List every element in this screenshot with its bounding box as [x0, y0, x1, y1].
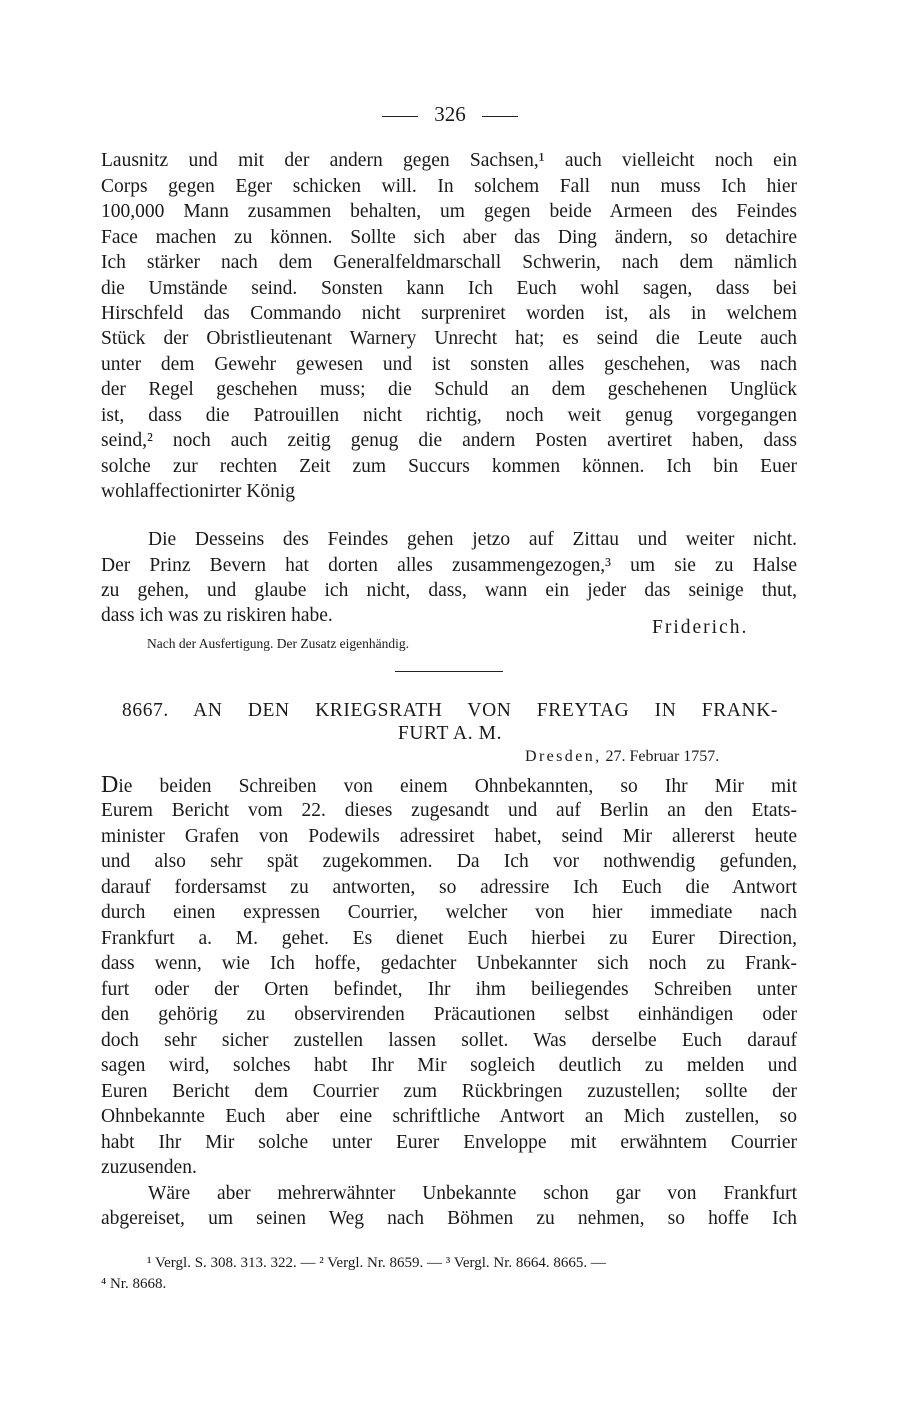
text-line: Ohnbekannte Euch aber eine schriftliche Antwort an Mich zustellen, so: [101, 1106, 797, 1127]
dateline-date: 27. Februar 1757.: [605, 748, 720, 765]
first-line-text: ie beiden Schreiben von einem Ohnbekannten, so Ihr Mir mit: [118, 776, 797, 797]
text-line: dass wenn, wie Ich hoffe, gedachter Unbekannter sich noch zu Frank-: [101, 953, 797, 974]
footnotes-line2: ⁴ Nr. 8668.: [101, 1276, 167, 1292]
document-heading-line2: FURT A. M.: [397, 723, 503, 744]
document-heading-line1: 8667. AN DEN KRIEGSRATH VON FREYTAG IN FRANK-: [122, 700, 778, 721]
text-line: Eurem Bericht vom 22. dieses zugesandt und auf Berlin an den Etats-: [101, 800, 797, 821]
text-line: den gehörig zu observirenden Präcautionen selbst einhändigen oder: [101, 1004, 797, 1025]
text-line: unter dem Gewehr gewesen und ist sonsten alles geschehen, was nach: [101, 354, 797, 375]
text-line: Ich stärker nach dem Generalfeldmarschall Schwerin, nach dem nämlich: [101, 252, 797, 273]
text-line: der Regel geschehen muss; die Schuld an dem geschehenen Unglück: [101, 379, 797, 400]
signature: Friderich.: [652, 617, 749, 638]
header-dash-right: [482, 116, 518, 117]
source-note: Nach der Ausfertigung. Der Zusatz eigenhändig.: [147, 636, 410, 651]
text-line: abgereiset, um seinen Weg nach Böhmen zu nehmen, so hoffe Ich: [101, 1208, 797, 1229]
text-line: habt Ihr Mir solche unter Eurer Enveloppe mit erwähntem Courrier: [101, 1132, 797, 1153]
text-line: wohlaffectionirter König: [101, 481, 296, 502]
text-line: zuzusenden.: [101, 1157, 197, 1178]
text-line: durch einen expressen Courrier, welcher von hier immediate nach: [101, 902, 797, 923]
text-line: Wäre aber mehrerwähnter Unbekannte schon gar von Frankfurt: [148, 1183, 797, 1204]
text-line: Stück der Obristlieutenant Warnery Unrecht hat; es seind die Leute auch: [101, 328, 797, 349]
postscript-line: dass ich was zu riskiren habe.: [101, 605, 333, 626]
text-line: 100,000 Mann zusammen behalten, um gegen beide Armeen des Feindes: [101, 201, 797, 222]
text-line: minister Grafen von Podewils adressiret habet, seind Mir allererst heute: [101, 826, 797, 847]
text-line: ist, dass die Patrouillen nicht richtig, noch weit genug vorgegangen: [101, 405, 797, 426]
dateline-place: Dresden,: [525, 748, 602, 765]
text-line: sagen wird, solches habt Ihr Mir sogleich deutlich zu melden und: [101, 1055, 797, 1076]
text-line: Frankfurt a. M. gehet. Es dienet Euch hierbei zu Eurer Direction,: [101, 928, 797, 949]
page-number: 326: [434, 102, 466, 126]
footnotes-line1: ¹ Vergl. S. 308. 313. 322. — ² Vergl. Nr. 8659. — ³ Vergl. Nr. 8664. 8665. —: [147, 1255, 606, 1271]
postscript-line: zu gehen, und glaube ich nicht, dass, wann ein jeder das seinige thut,: [101, 580, 797, 601]
header-dash-left: [382, 116, 418, 117]
postscript-line: Die Desseins des Feindes gehen jetzo auf Zittau und weiter nicht.: [148, 529, 797, 550]
text-line: Face machen zu können. Sollte sich aber das Ding ändern, so detachire: [101, 227, 797, 248]
postscript-line: Der Prinz Bevern hat dorten alles zusammengezogen,³ um sie zu Halse: [101, 555, 797, 576]
text-line: solche zur rechten Zeit zum Succurs kommen können. Ich bin Euer: [101, 456, 797, 477]
text-line: Euren Bericht dem Courrier zum Rückbringen zuzustellen; sollte der: [101, 1081, 797, 1102]
text-line: Corps gegen Eger schicken will. In solchem Fall nun muss Ich hier: [101, 176, 797, 197]
text-line: furt oder der Orten befindet, Ihr ihm beiliegendes Schreiben unter: [101, 979, 797, 1000]
text-line: Lausnitz und mit der andern gegen Sachsen,¹ auch vielleicht noch ein: [101, 150, 797, 171]
section-divider: [395, 671, 503, 672]
text-line: darauf fordersamst zu antworten, so adressire Ich Euch die Antwort: [101, 877, 797, 898]
page-header: [0, 102, 900, 127]
text-line: seind,² noch auch zeitig genug die andern Posten avertiret haben, dass: [101, 430, 797, 451]
text-line: die Umstände seind. Sonsten kann Ich Euch wohl sagen, dass bei: [101, 278, 797, 299]
text-line: Hirschfeld das Commando nicht surpreniret worden ist, als in welchem: [101, 303, 797, 324]
initial-letter: D: [101, 772, 119, 798]
dateline: [525, 748, 719, 766]
text-line: doch sehr sicher zustellen lassen sollet. Was derselbe Euch darauf: [101, 1030, 797, 1051]
letter-first-line: [101, 773, 797, 799]
text-line: und also sehr spät zugekommen. Da Ich vor nothwendig gefunden,: [101, 851, 797, 872]
